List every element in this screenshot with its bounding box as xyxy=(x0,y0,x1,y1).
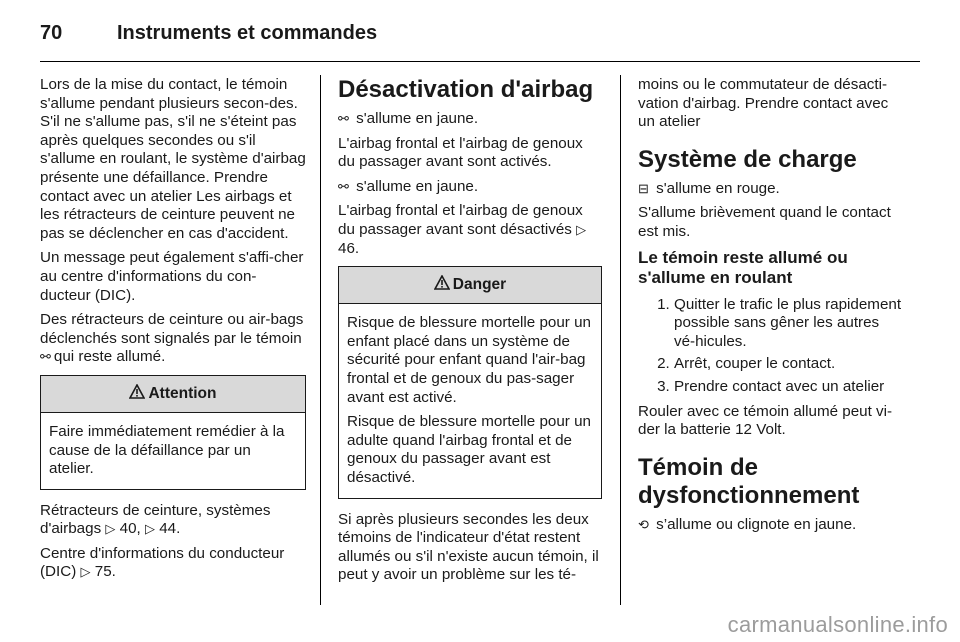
page-ref[interactable]: 75. xyxy=(94,563,116,581)
paragraph: L'airbag frontal et l'airbag de genoux du passager avant sont activés. xyxy=(338,134,583,171)
warning-triangle-icon xyxy=(129,384,145,405)
battery-icon: ⊟ xyxy=(638,180,649,196)
page-ref-icon: ▷ xyxy=(576,221,587,237)
list-item: 1. Quitter le trafic le plus rapidement possible sans gêner les autres vé-hicules. xyxy=(674,296,904,352)
paragraph xyxy=(338,202,602,258)
paragraph-text: L'airbag frontal et l'airbag de genoux du passager avant sont désactivés xyxy=(338,202,583,238)
paragraph: Un message peut également s'affi-cher au centre d'informations du con-ducteur (DIC). xyxy=(40,249,304,304)
airbag-off-icon: ⚯ xyxy=(338,178,349,194)
page-ref-icon: ▷ xyxy=(105,521,116,537)
indicator-text: s'allume en jaune. xyxy=(356,177,479,195)
list-item: 3. Prendre contact avec un atelier xyxy=(674,378,904,397)
paragraph xyxy=(40,502,306,539)
warning-triangle-icon xyxy=(434,275,450,296)
danger-title: Danger xyxy=(452,275,507,293)
column-divider-2 xyxy=(620,75,621,605)
page-ref-icon: ▷ xyxy=(145,521,155,537)
paragraph xyxy=(40,311,306,367)
header-rule xyxy=(40,61,920,62)
attention-body: Faire immédiatement remédier à la cause de la défaillance par un atelier. xyxy=(49,422,285,478)
subsection-heading: Le témoin reste allumé ou s'allume en roulant xyxy=(638,247,848,287)
airbag-on-icon: ⚯ xyxy=(338,111,349,126)
danger-box xyxy=(338,266,602,498)
paragraph-text: Rétracteurs de ceinture, systèmes d'airbags xyxy=(40,501,271,538)
page-title: Instruments et commandes xyxy=(117,22,378,44)
indicator-line xyxy=(338,110,602,129)
paragraph: Si après plusieurs secondes les deux témoins de l'indicateur d'état restent allumés ou s'il n'existe aucun témoin, il peut y avoir un problème sur les té- xyxy=(338,510,599,584)
paragraph xyxy=(40,545,306,582)
paragraph-text: Centre d'informations du conducteur (DIC) xyxy=(40,544,285,581)
paragraph-text: qui reste allumé. xyxy=(53,348,166,366)
list-item: 2. Arrêt, couper le contact. xyxy=(674,355,904,374)
indicator-line xyxy=(338,178,602,197)
paragraph: Lors de la mise du contact, le témoin s'allume pendant plusieurs secon-des. S'il ne s'allume pas, s'il ne s'éteint pas après quelques secondes ou s'il s'allume en roulant, le système d'airbag présente une défaillance. Prendre contact avec un atelier Les airbags et les rétracteurs de ceinture peuvent ne pas se déclencher en cas d'accident. xyxy=(40,76,306,242)
paragraph: moins ou le commutateur de désacti-vation d'airbag. Prendre contact avec un atelier xyxy=(638,76,889,131)
indicator-text: s'allume en jaune. xyxy=(356,110,479,127)
section-heading: Désactivation d'airbag xyxy=(338,76,594,103)
page-ref[interactable]: 44. xyxy=(159,520,181,538)
column-3 xyxy=(638,76,904,540)
column-1 xyxy=(40,76,306,588)
page-ref[interactable]: 46. xyxy=(338,239,360,257)
airbag-warning-icon: ⚯ xyxy=(40,349,51,365)
section-heading: Système de charge xyxy=(638,145,857,173)
paragraph-text: Des rétracteurs de ceinture ou air-bags déclenchés sont signalés par le témoin xyxy=(40,311,304,347)
danger-body: Risque de blessure mortelle pour un adulte quand l'airbag frontal et de genoux du passager avant est désactivé. xyxy=(347,413,591,486)
paragraph: S'allume brièvement quand le contact est mis. xyxy=(638,204,891,240)
paragraph: Rouler avec ce témoin allumé peut vi-der la batterie 12 Volt. xyxy=(638,402,893,439)
indicator-text: s’allume ou clignote en jaune. xyxy=(656,515,857,533)
danger-body: Risque de blessure mortelle pour un enfant placé dans un système de sécurité pour enfant quand l'air-bag frontal et de genoux du pas-sager avant est activé. xyxy=(347,314,591,406)
engine-check-icon: ⟲ xyxy=(638,516,649,532)
column-divider-1 xyxy=(320,75,321,605)
section-heading: Témoin de dysfonctionnement xyxy=(638,453,860,509)
indicator-line xyxy=(638,180,904,199)
danger-header xyxy=(339,267,601,304)
page-number: 70 xyxy=(40,22,63,44)
page-header xyxy=(40,18,920,58)
indicator-line xyxy=(638,516,904,535)
column-2 xyxy=(338,76,602,591)
attention-header xyxy=(41,376,305,413)
page-ref[interactable]: 40, xyxy=(119,520,141,538)
attention-box xyxy=(40,375,306,490)
indicator-text: s'allume en rouge. xyxy=(656,179,780,197)
page-ref-icon: ▷ xyxy=(80,564,91,580)
steps-list xyxy=(638,296,904,397)
watermark: carmanualsonline.info xyxy=(727,612,948,637)
attention-title: Attention xyxy=(148,384,217,402)
